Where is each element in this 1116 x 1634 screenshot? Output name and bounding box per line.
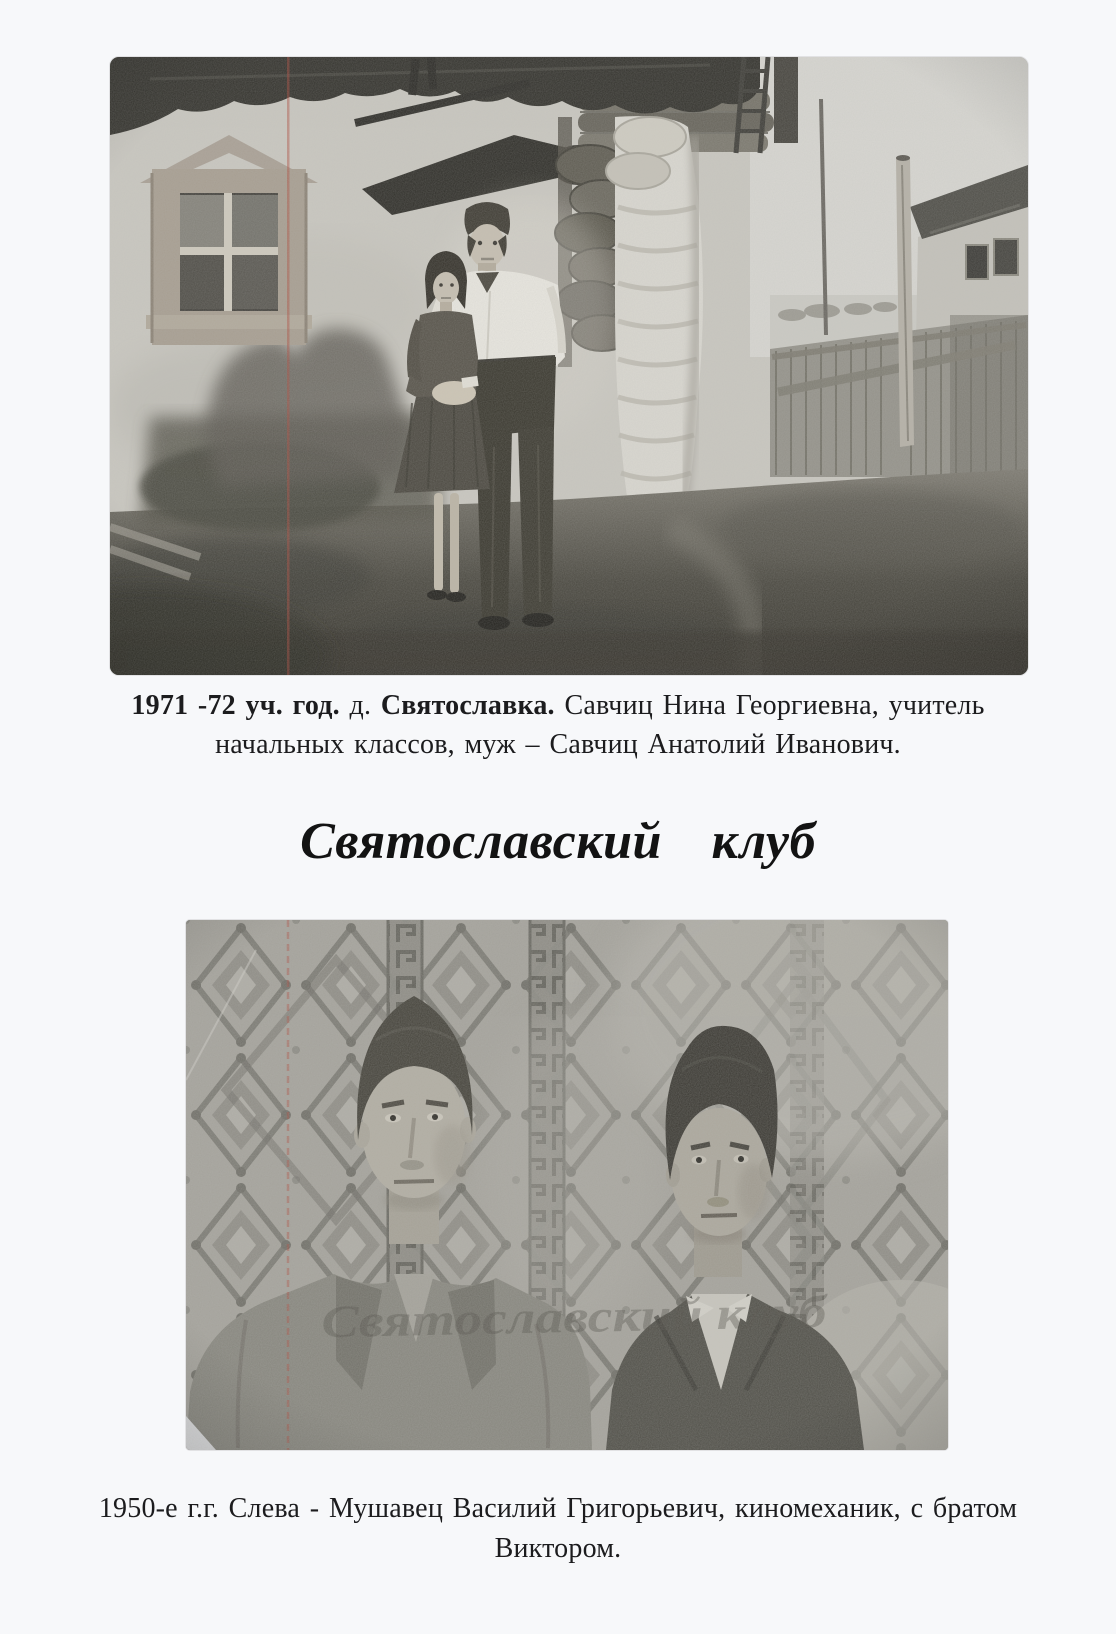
photo-two-men-artwork xyxy=(186,920,948,1450)
caption-year: 1971 -72 уч. год. xyxy=(131,690,340,721)
caption-teacher-text: Савчиц Нина Георгиевна, учитель xyxy=(564,690,985,721)
caption-village-name: Святославка. xyxy=(380,690,555,721)
caption-top xyxy=(0,686,1116,764)
photo-couple-village-house xyxy=(110,57,1028,675)
caption-village-abbr: д. xyxy=(349,690,372,721)
caption-bottom-line1: 1950-е г.г. Слева - Мушавец Василий Григорьевич, киномеханик, с братом xyxy=(98,1493,1018,1524)
caption-top-line2: начальных классов, муж – Савчиц Анатолий Иванович. xyxy=(215,729,901,760)
vignette xyxy=(110,57,1028,675)
caption-top-line1 xyxy=(0,686,1116,725)
caption-bottom xyxy=(0,1489,1116,1569)
photo-couple-artwork xyxy=(110,57,1028,675)
section-heading: Святославский клуб xyxy=(300,813,816,870)
vignette xyxy=(186,920,948,1450)
photo-two-men-carpet xyxy=(186,920,948,1450)
caption-bottom-line2: Виктором. xyxy=(494,1533,622,1564)
